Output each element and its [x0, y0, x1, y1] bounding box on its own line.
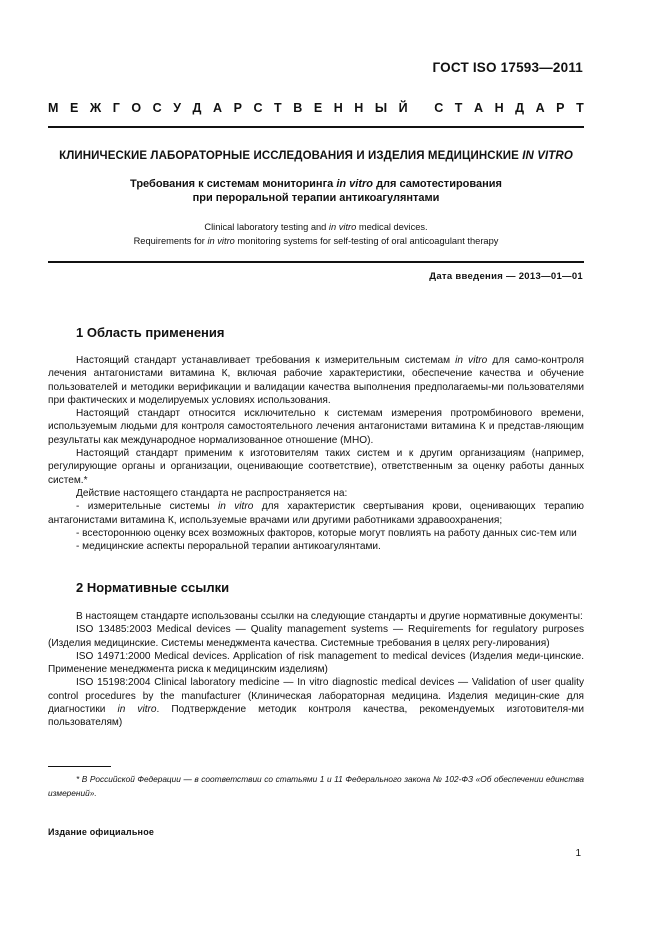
subtitle-russian: [48, 177, 584, 205]
paragraph: [48, 354, 584, 407]
banner-letter: А: [213, 101, 223, 115]
section-2-body: [48, 610, 584, 730]
list-item: [48, 500, 584, 527]
reference-item: ISO 13485:2003 Medical devices — Quality management systems — Requirements for regulatory purposes (Изделия медицинские. Системы менеджмента качества. Системные требования в целях регу-лирования): [48, 624, 584, 649]
paragraph: Настоящий стандарт относится исключительно к системам измерения протромбинового времени, используемым людьми для контроля самостоятельного лечения антагонистами витамина К и представ-ляющим результаты как международное нормализованное отношение (МНО).: [48, 408, 584, 446]
banner-letter: Т: [454, 101, 463, 115]
paragraph: Действие настоящего стандарта не распространяется на:: [76, 487, 348, 499]
title-en-italic: in vitro: [207, 236, 235, 246]
banner-letter: О: [131, 101, 142, 115]
list-item: - медицинские аспекты пероральной терапии антикоагулянтами.: [76, 541, 381, 553]
banner-letter: С: [253, 101, 263, 115]
edition-label: Издание официальное: [48, 827, 155, 837]
italic-text: in vitro: [455, 355, 488, 366]
section-2-heading: 2 Нормативные ссылки: [76, 580, 230, 595]
banner-letter: Д: [515, 101, 525, 115]
title-en-text: medical devices.: [356, 222, 428, 232]
title-english-line-1: [48, 220, 584, 234]
banner-letter: Т: [576, 101, 584, 115]
banner-letter: Е: [313, 101, 323, 115]
standard-type-banner: [48, 101, 584, 115]
reference-item: ISO 14971:2000 Medical devices. Application of risk management to medical devices (Изделия меди-цинские. Применение менеджмента риска к медицинским изделиям): [48, 650, 584, 676]
title-en-italic: in vitro: [328, 222, 357, 232]
banner-letter: М: [48, 101, 59, 115]
banner-letter: Н: [354, 101, 364, 115]
title-rule: [48, 261, 584, 263]
banner-letter: Р: [556, 101, 565, 115]
banner-letter: В: [293, 101, 303, 115]
banner-letter: Д: [192, 101, 202, 115]
title-english: [48, 220, 584, 248]
banner-letter: Ы: [374, 101, 388, 115]
banner-letter: Т: [274, 101, 282, 115]
title-russian-text: КЛИНИЧЕСКИЕ ЛАБОРАТОРНЫЕ ИССЛЕДОВАНИЯ И ИЗДЕЛИЯ МЕДИЦИНСКИЕ: [59, 150, 523, 162]
header-rule: [48, 126, 584, 128]
section-1-heading: 1 Область применения: [76, 325, 225, 340]
banner-letter: С: [152, 101, 162, 115]
text: для характеристик свертывания крови, оценивающих терапию антагонистами витамина К, используемые врачами или другими работниками здравоохранения;: [48, 501, 584, 526]
title-english-line-2: [48, 234, 584, 248]
italic-text: in vitro: [117, 704, 157, 716]
title-russian-italic: IN VITRO: [522, 150, 573, 162]
subtitle-italic: in vitro: [336, 178, 374, 190]
paragraph: В настоящем стандарте использованы ссылки на следующие стандарты и другие нормативные документы:: [76, 611, 583, 622]
document-number: ГОСТ ISO 17593—2011: [432, 60, 583, 75]
reference-item: [48, 676, 584, 729]
text: для само-контроля лечения антагонистами витамина К, включая рабочие характеристики, обеспечение качества и обучение пользователей и методики верификации и валидации качества выполнения предполагаемы-ми пользователями при фактических и моделируемых условиях использования.: [48, 355, 584, 406]
effective-date: Дата введения — 2013—01—01: [429, 271, 583, 282]
banner-letter: А: [473, 101, 484, 115]
subtitle-line-1: [48, 177, 584, 191]
banner-letter: Е: [69, 101, 79, 115]
banner-letter: Г: [112, 101, 120, 115]
page-number: 1: [575, 848, 581, 859]
footnote: [48, 772, 584, 800]
banner-letter: Н: [494, 101, 504, 115]
text: Настоящий стандарт устанавливает требования к измерительным системам: [76, 355, 456, 366]
subtitle-text: для самотестирования: [373, 178, 502, 190]
banner-gap: [419, 101, 422, 115]
banner-letter: Й: [398, 101, 408, 115]
list-item: - всестороннюю оценку всех возможных факторов, которые могут повлиять на работу данных сис-тем или: [76, 527, 577, 539]
banner-letter: У: [173, 101, 181, 115]
text: ISO 15198:2004 Clinical laboratory medicine — In vitro diagnostic medical devices — Validation of user quality control procedures by the manufacturer (Клиническая лабораторная медицина. Изделия медицин-ские для диагностики: [48, 677, 584, 716]
banner-letter: А: [535, 101, 545, 115]
subtitle-text: Требования к системам мониторинга: [130, 178, 337, 190]
title-en-text: Clinical laboratory testing and: [204, 222, 329, 232]
footnote-rule: [48, 766, 111, 767]
banner-letter: Ж: [89, 101, 102, 115]
footnote-text: * В Российской Федерации — в соответствии со статьями 1 и 11 Федерального закона № 102-ФЗ «Об обеспечении единства измерений».: [48, 774, 584, 798]
italic-text: in vitro: [218, 501, 254, 513]
title-en-text: monitoring systems for self-testing of oral anticoagulant therapy: [234, 236, 499, 246]
section-1-body: [48, 354, 584, 553]
banner-letter: Н: [333, 101, 343, 115]
title-en-text: Requirements for: [133, 236, 208, 246]
title-russian: [48, 150, 584, 162]
text: . Подтверждение методик контроля качества, рекомендуемых изготовителя-ми пользователям): [48, 704, 584, 729]
paragraph: Настоящий стандарт применим к изготовителям таких систем и к другим организациям (например, регулирующие органы и организации, оценивающие соответствие), ответственным за оценку работы данных систем.*: [48, 448, 584, 486]
text: - измерительные системы: [76, 501, 219, 513]
subtitle-line-2: при пероральной терапии антикоагулянтами: [192, 192, 440, 204]
banner-letter: Р: [233, 101, 242, 115]
banner-letter: С: [434, 101, 444, 115]
